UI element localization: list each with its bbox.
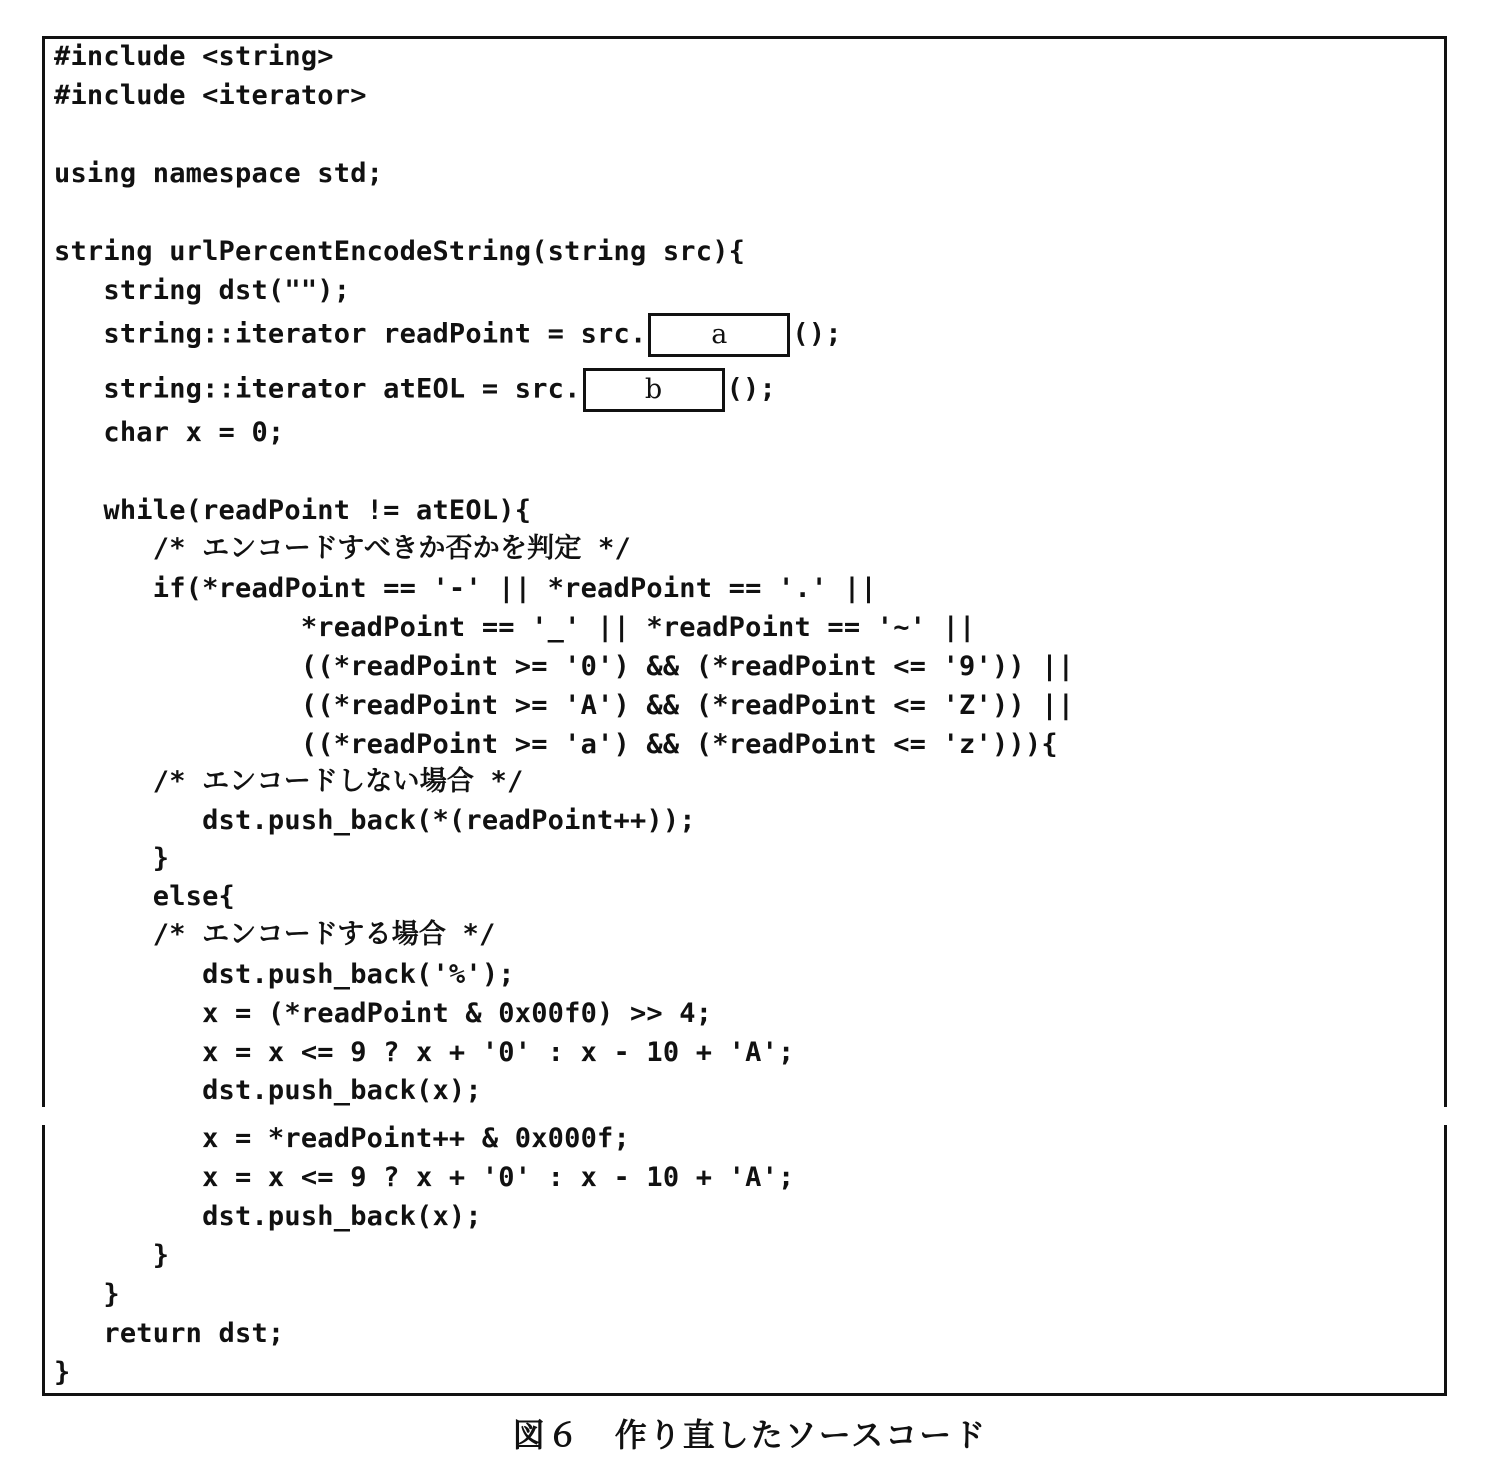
code-line: x = (*readPoint & 0x00f0) >> 4;	[54, 998, 713, 1029]
code-suffix: ();	[792, 318, 842, 350]
code-line: #include <string>	[54, 41, 334, 72]
code-line: while(readPoint != atEOL){	[54, 495, 532, 526]
code-line: dst.push_back(x);	[54, 1075, 482, 1106]
code-line-with-blank-a	[54, 313, 842, 351]
code-line: dst.push_back(x);	[54, 1201, 482, 1232]
blank-box-a: a	[648, 313, 790, 357]
code-line: ((*readPoint >= 'A') && (*readPoint <= 'Z')) ||	[54, 690, 1075, 721]
figure-caption: 図６ 作り直したソースコード	[512, 1416, 988, 1454]
code-line: string::iterator readPoint = src.	[54, 318, 647, 350]
code-line: ((*readPoint >= 'a') && (*readPoint <= 'z'))){	[54, 729, 1058, 760]
code-suffix: ();	[726, 373, 776, 405]
frame-gap-left	[36, 1107, 52, 1125]
code-line: string::iterator atEOL = src.	[54, 373, 581, 405]
code-line: return dst;	[54, 1318, 285, 1349]
code-line: ((*readPoint >= '0') && (*readPoint <= '9')) ||	[54, 651, 1075, 682]
code-line: dst.push_back('%');	[54, 959, 515, 990]
code-line: string dst("");	[54, 275, 351, 306]
code-line: x = x <= 9 ? x + '0' : x - 10 + 'A';	[54, 1037, 795, 1068]
code-line: if(*readPoint == '-' || *readPoint == '.' ||	[54, 573, 877, 604]
code-line: dst.push_back(*(readPoint++));	[54, 805, 696, 836]
code-comment: /* エンコードすべきか否かを判定 */	[54, 533, 631, 564]
code-line: }	[54, 1240, 170, 1271]
code-comment: /* エンコードしない場合 */	[54, 766, 524, 797]
code-line: }	[54, 843, 170, 874]
code-line: using namespace std;	[54, 158, 384, 189]
code-line-with-blank-b	[54, 368, 776, 406]
code-line: char x = 0;	[54, 417, 285, 448]
code-line: }	[54, 1279, 120, 1310]
code-line: }	[54, 1357, 71, 1388]
code-comment: /* エンコードする場合 */	[54, 919, 496, 950]
code-line: else{	[54, 881, 236, 912]
code-line: #include <iterator>	[54, 80, 367, 111]
code-line: *readPoint == '_' || *readPoint == '~' ||	[54, 612, 976, 643]
blank-box-b: b	[583, 368, 725, 412]
code-line: x = x <= 9 ? x + '0' : x - 10 + 'A';	[54, 1162, 795, 1193]
code-line: string urlPercentEncodeString(string src){	[54, 236, 746, 267]
frame-gap-right	[1440, 1107, 1454, 1125]
code-line: x = *readPoint++ & 0x000f;	[54, 1123, 630, 1154]
